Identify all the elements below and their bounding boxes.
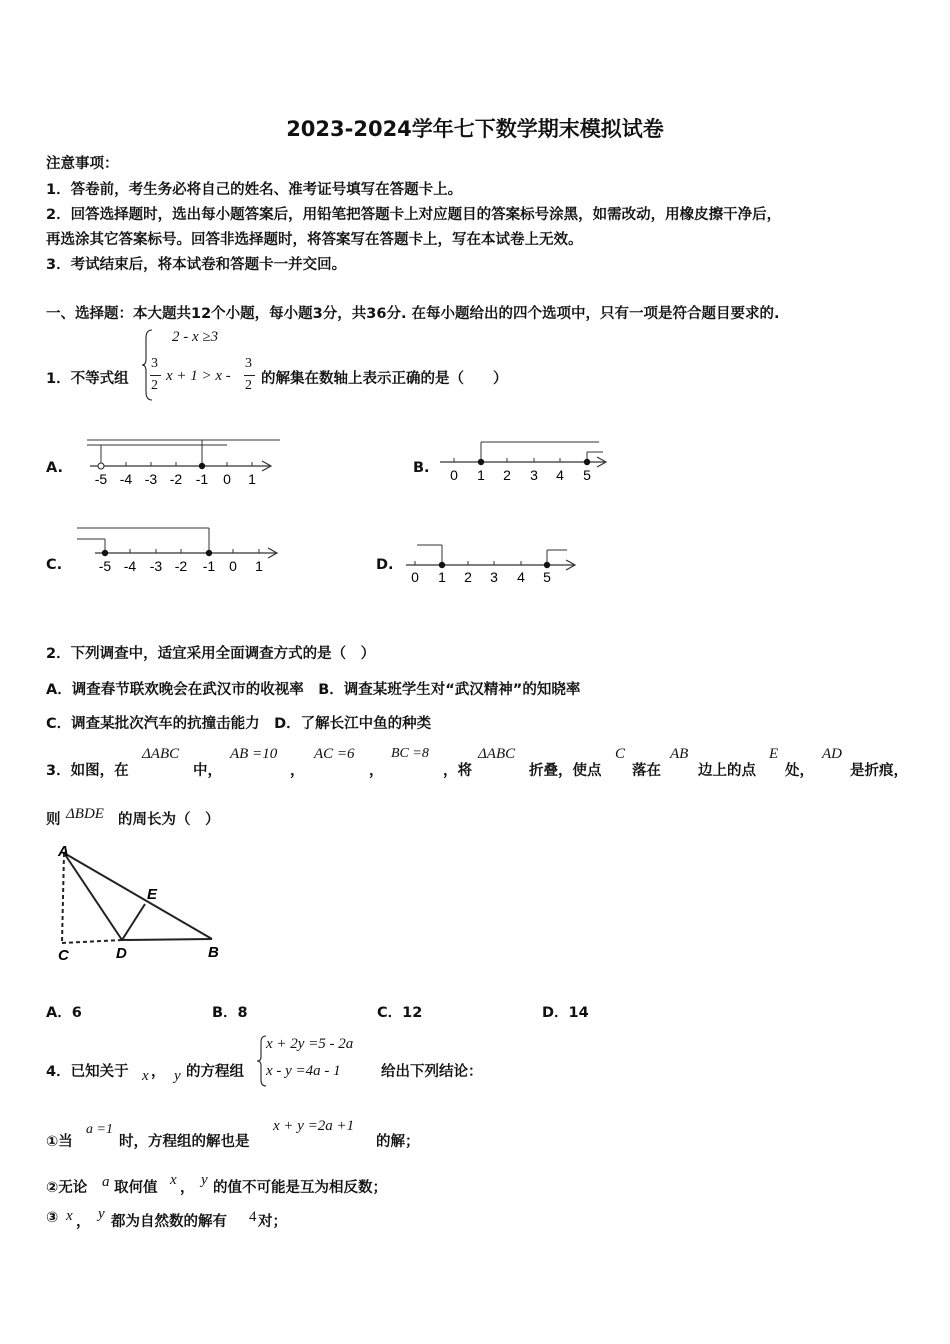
q4-text: 的方程组 — [186, 1064, 244, 1080]
q1-frac-bar — [150, 375, 161, 376]
tick-label: -4 — [119, 471, 133, 487]
q1-ineq1: 2 - x ≥3 — [172, 329, 219, 345]
q3-text: 折叠，使点 — [529, 763, 602, 779]
q3-option-a[interactable]: A．6 — [46, 1005, 82, 1021]
tick-label: -4 — [123, 558, 137, 574]
q3-math: AB =10 — [230, 746, 278, 762]
tick-label: 2 — [503, 467, 511, 483]
tick-label: -2 — [174, 558, 188, 574]
q4-text: 4．已知关于 — [46, 1064, 129, 1080]
q4-math: y — [98, 1206, 105, 1222]
q4-math: a — [102, 1174, 110, 1190]
point-label: D — [116, 945, 127, 962]
q1-frac-den: 2 — [245, 378, 252, 393]
q4-text: ， — [151, 1064, 166, 1080]
q3-text: 3．如图，在 — [46, 763, 129, 779]
tick-label: 1 — [477, 467, 485, 483]
notice-item: 1．答卷前，考生务必将自己的姓名、准考证号填写在答题卡上。 — [46, 182, 463, 198]
q4-math: 4 — [249, 1209, 257, 1225]
tick-label: -3 — [144, 471, 158, 487]
q1-frac-den: 2 — [151, 378, 158, 393]
q3-text: ，将 — [443, 763, 472, 779]
tick-label: 1 — [248, 471, 256, 487]
q1-prefix: 1．不等式组 — [46, 371, 129, 387]
q3-text: 处， — [785, 763, 814, 779]
tick-label: 2 — [464, 569, 472, 585]
q4-text: ， — [76, 1214, 91, 1230]
tick-label: 4 — [556, 467, 564, 483]
q4-math: a =1 — [86, 1122, 113, 1137]
tick-label: 0 — [411, 569, 419, 585]
q1-frac-bar — [244, 375, 255, 376]
q2-options-row2[interactable]: C．调查某批次汽车的抗撞击能力 D．了解长江中鱼的种类 — [46, 716, 432, 732]
q3-math: ΔABC — [142, 746, 180, 762]
q2-options-row1[interactable]: A．调查春节联欢晚会在武汉市的收视率 B．调查某班学生对“武汉精神”的知晓率 — [46, 682, 581, 698]
q3-math: AB — [670, 746, 689, 762]
q3-math: AC =6 — [314, 746, 355, 762]
q3-option-b[interactable]: B．8 — [212, 1005, 248, 1021]
q1-frac-num: 3 — [151, 356, 158, 371]
notice-item: 3．考试结束后，将本试卷和答题卡一并交回。 — [46, 257, 347, 273]
tick-label: 1 — [255, 558, 263, 574]
q3-math: ΔABC — [478, 746, 516, 762]
q3-text: 边上的点 — [698, 763, 756, 779]
tick-label: 5 — [583, 467, 591, 483]
q3-text: 的周长为（ ） — [118, 812, 220, 828]
tick-label: 1 — [438, 569, 446, 585]
q4-text: ， — [180, 1180, 195, 1196]
tick-label: -5 — [98, 558, 112, 574]
q3-text: ， — [369, 763, 384, 779]
section-heading: 一、选择题：本大题共12个小题，每小题3分，共36分. 在每小题给出的四个选项中，只有一项是符合题目要求的. — [46, 306, 780, 322]
q3-math: BC =8 — [391, 746, 429, 761]
q1-ineq2-mid: x + 1 > x - — [166, 368, 231, 384]
q3-math: ΔBDE — [66, 806, 104, 822]
q4-text: 对； — [258, 1214, 287, 1230]
q3-math: E — [769, 746, 779, 762]
point-label: A — [58, 843, 69, 860]
tick-label: -2 — [169, 471, 183, 487]
tick-label: 0 — [223, 471, 231, 487]
q1-frac-num: 3 — [245, 356, 252, 371]
notice-item: 再选涂其它答案标号。回答非选择题时，将答案写在答题卡上，写在本试卷上无效。 — [46, 232, 583, 248]
q4-math: y — [174, 1068, 181, 1084]
notice-item: 2．回答选择题时，选出每小题答案后，用铅笔把答题卡上对应题目的答案标号涂黑，如需改动，用橡皮擦干净后， — [46, 207, 782, 223]
notice-heading: 注意事项： — [46, 156, 119, 172]
tick-label: -3 — [149, 558, 163, 574]
q4-math: x — [170, 1172, 177, 1188]
q3-option-d[interactable]: D．14 — [542, 1005, 589, 1021]
q1-option-b-label[interactable]: B. — [413, 460, 430, 476]
q3-option-c[interactable]: C．12 — [377, 1005, 423, 1021]
tick-label: -1 — [202, 558, 216, 574]
q4-text: 的值不可能是互为相反数； — [213, 1180, 387, 1196]
q2-stem: 2．下列调查中，适宜采用全面调查方式的是（ ） — [46, 646, 376, 662]
tick-label: -5 — [94, 471, 108, 487]
q3-math: C — [615, 746, 626, 762]
q4-eq1: x + 2y =5 - 2a — [266, 1036, 354, 1052]
q3-text: 落在 — [632, 763, 661, 779]
tick-label: 0 — [450, 467, 458, 483]
tick-label: 4 — [517, 569, 525, 585]
q4-text: 都为自然数的解有 — [111, 1214, 227, 1230]
point-label: B — [208, 944, 219, 961]
page-title: 2023-2024学年七下数学期末模拟试卷 — [286, 117, 664, 141]
tick-label: 0 — [229, 558, 237, 574]
tick-label: -1 — [195, 471, 209, 487]
q3-text: 中， — [193, 763, 222, 779]
q1-option-d-label[interactable]: D. — [376, 557, 394, 573]
q4-text: 给出下列结论： — [381, 1064, 483, 1080]
q3-triangle-figure — [44, 838, 234, 968]
q1-option-c-numberline — [75, 518, 285, 580]
tick-label: 3 — [490, 569, 498, 585]
q3-math: AD — [822, 746, 842, 762]
q4-statement-2: ②无论 — [46, 1180, 88, 1196]
q4-text: 的解； — [376, 1134, 420, 1150]
q1-suffix: 的解集在数轴上表示正确的是（ ） — [261, 371, 508, 387]
q4-text: 时，方程组的解也是 — [119, 1134, 250, 1150]
point-label: E — [147, 886, 158, 903]
q1-option-a-numberline — [75, 430, 280, 492]
q4-math: x — [66, 1208, 73, 1224]
tick-label: 5 — [543, 569, 551, 585]
q4-math: y — [201, 1172, 208, 1188]
q1-option-b-numberline — [437, 435, 612, 491]
q4-eq2: x - y =4a - 1 — [266, 1063, 341, 1079]
q1-option-a-label[interactable]: A. — [46, 460, 63, 476]
q1-option-d-numberline — [402, 540, 582, 590]
q4-text: 取何值 — [114, 1180, 158, 1196]
q4-math: x + y =2a +1 — [273, 1118, 355, 1134]
q3-text: ， — [290, 763, 305, 779]
q3-text: 则 — [46, 812, 61, 828]
q4-math: x — [142, 1068, 149, 1084]
tick-label: 3 — [530, 467, 538, 483]
q1-option-c-label[interactable]: C. — [46, 557, 63, 573]
q4-statement-1: ①当 — [46, 1134, 73, 1150]
q3-text: 是折痕， — [850, 763, 908, 779]
q4-statement-3: ③ — [46, 1210, 59, 1226]
point-label: C — [58, 947, 69, 964]
